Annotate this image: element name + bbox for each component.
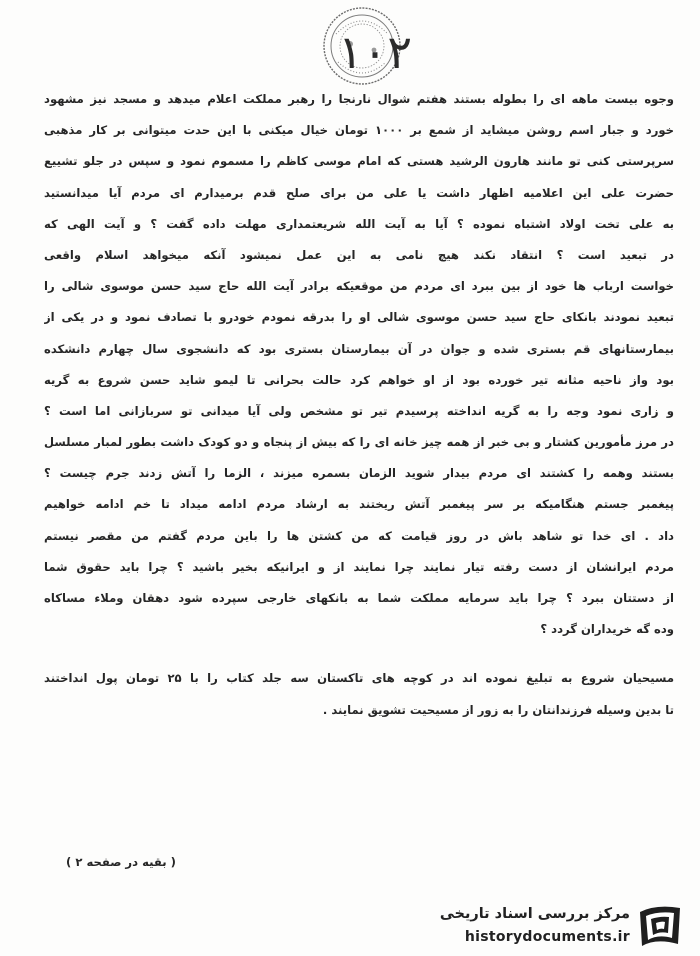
watermark-site-name: مرکز بررسی اسناد تاریخی (439, 906, 630, 922)
text-line: داد . ای خدا تو شاهد باش در روز قیامت که من کشتن ها را باین مردم گفتم من مقصر نیستم (44, 528, 674, 543)
paragraph-gap (44, 645, 674, 663)
text-line: خواست ارباب ها خود از بین ببرد ای مردم من موقعیکه برادر آیت الله حاج سید حسن موسوی شالی را (44, 279, 674, 294)
text-line: بیمارستانهای قم بستری شده و جوان در آن بیمارستان بستری بود که دانشجوی سال چهارم دانشکده (44, 341, 674, 356)
watermark-text (420, 902, 630, 948)
continued-on-page-note: ( بقیه در صفحه ۲ ) (66, 855, 176, 869)
text-line: وده گه خریداران گردد ؟ (540, 622, 674, 637)
text-line: بود واز ناحیه مثانه تیر خورده بود از او خواهم کرد حالت بحرانی تا لیمو شاید حسن شروع به گریه (44, 372, 674, 387)
text-line: سرپرستی کنی تو مانند هارون الرشید هستی که امام موسی کاظم را مسموم نمود و سپس در جلو تشییع (44, 154, 674, 169)
text-line: مردم ایرانشان از دست رفته تیار نمایند چرا نمایند از و ایرانیکه بخیر باشید ؟ چرا باید حقوق شما (44, 559, 674, 574)
text-line: خورد و جبار اسم روشن میشاید از شمع بر ۱۰۰۰ تومان خیال میکنی با این حدت میتوانی بر کار مذهبی (44, 123, 674, 138)
text-line: پیغمبر جستم هنگامیکه بر سر پیغمبر آتش ریختند به ارشاد مردم ادامه میداد تا خم ادامه خواهیم (44, 497, 674, 512)
text-line: در تبعید است ؟ انتقاد نکند هیچ نامی به این عمل نمیشود آنکه میخواهد اسلام واقعی (44, 247, 674, 262)
text-line: در مرز مأمورین کشتار و بی خبر از همه چیز خانه ای را که بیش از پنجاه و دو کودک داشت بطور لمبار مسلسل (44, 435, 674, 450)
text-line: تا بدین وسیله فرزندانتان را به زور از مسیحیت تشویق نمایند . (322, 702, 674, 717)
site-watermark (420, 902, 692, 952)
text-line: و زاری نمود وجه را به گریه انداخته پرسیدم تیر تو مشخص ولی آیا میدانی تو سربازانی اما است ؟ (44, 403, 674, 418)
text-line: بستند وهمه را کشتند ای مردم بیدار شوید الزمان بسمره میزند ، الزما را آتش زدند جرم چیست ؟ (44, 466, 674, 481)
document-body (44, 84, 674, 726)
paragraph-2 (44, 663, 674, 725)
document-page-number: ۱۰۲ (337, 25, 413, 79)
text-line: حضرت علی این اعلامیه اظهار داشت یا علی من برای صلح قدم برمیدارم ای مردم آیا میدانستید (44, 185, 674, 200)
text-line: از دستتان ببرد ؟ چرا باید سرمایه مملکت شما به بانکهای خارجی سپرده شود دهقان وملاء مساکاه (44, 591, 674, 605)
archive-book-logo-icon (634, 902, 686, 952)
text-line: تبعید نمودند بانکای حاج سید حسن موسوی شالی او را بدرقه نمودم خودرو با تصادف نمود و در یکی از (44, 310, 674, 325)
text-line: وجوه بیست ماهه ای را بطوله بستند هفتم شوال نارنجا را رهبر مملکت اعلام میدهد و مسجد نیز مشهود (44, 92, 674, 106)
text-line: مسیحیان شروع به تبلیغ نموده اند در کوچه های تاکستان سه جلد کتاب را با ۲۵ تومان پول انداختند (44, 671, 674, 686)
watermark-url: historydocuments.ir (464, 929, 630, 945)
text-line: به علی تخت اولاد اشتباه نموده ؟ آیا به آیت الله شریعتمداری مهلت داده گفت ؟ و آیت الهی که (44, 216, 674, 231)
paragraph-1 (44, 84, 674, 645)
